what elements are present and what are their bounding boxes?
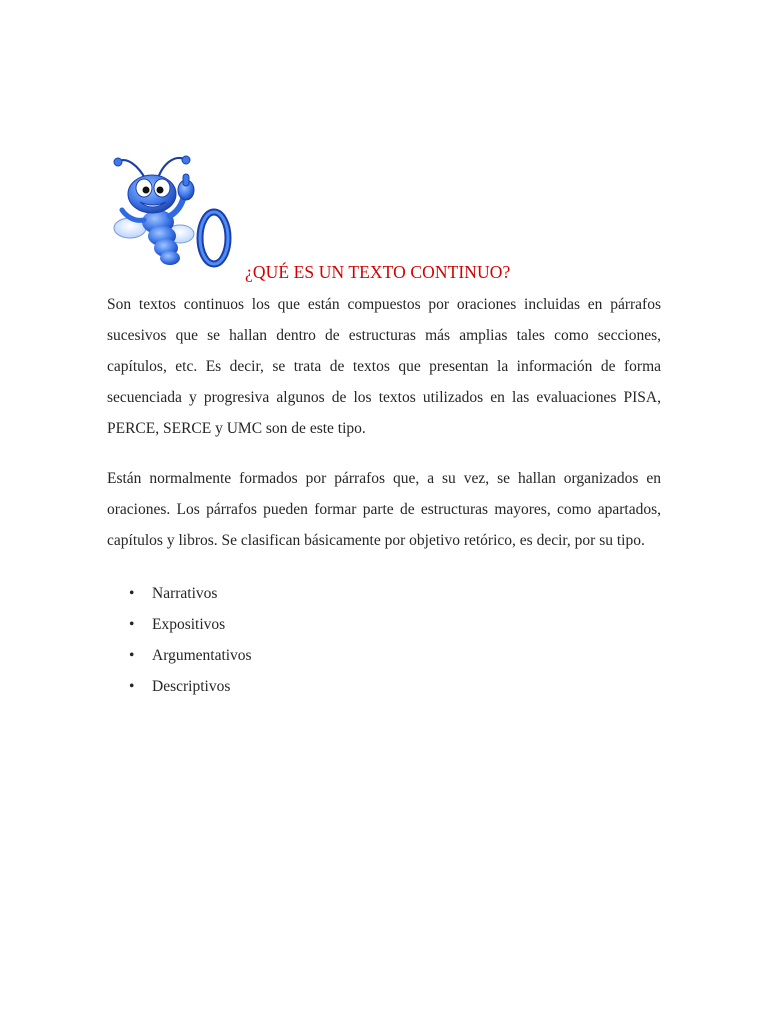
list-item-label: Narrativos — [152, 585, 218, 602]
list-item-label: Expositivos — [152, 616, 226, 633]
text-type-list — [125, 578, 252, 702]
list-item-label: Argumentativos — [152, 647, 252, 664]
bullet-icon: • — [129, 616, 135, 633]
list-item — [125, 578, 252, 609]
paragraph-2: Están normalmente formados por párrafos que, a su vez, se hallan organizados en oraciones. Los párrafos pueden formar parte de estructuras mayores, como apartados, capítulos y libros. Se clasifican básicamente por objetivo retórico, es decir, por su tipo. — [107, 470, 661, 549]
bullet-icon: • — [129, 647, 135, 664]
page-title: ¿QUÉ ES UN TEXTO CONTINUO? — [245, 262, 511, 282]
cartoon-insect-thumbs-up-icon — [106, 150, 236, 268]
list-item — [125, 609, 252, 640]
bullet-icon: • — [129, 585, 135, 602]
paragraph-1: Son textos continuos los que están compuestos por oraciones incluidas en párrafos sucesivos que se hallan dentro de estructuras más amplias tales como secciones, capítulos, etc. Es decir, se trata de textos que presentan la información de forma secuenciada y progresiva algunos de los textos utilizados en las evaluaciones PISA, PERCE, SERCE y UMC son de este tipo. — [107, 296, 661, 437]
bullet-icon: • — [129, 678, 135, 695]
list-item — [125, 671, 252, 702]
list-item — [125, 640, 252, 671]
list-item-label: Descriptivos — [152, 678, 231, 695]
